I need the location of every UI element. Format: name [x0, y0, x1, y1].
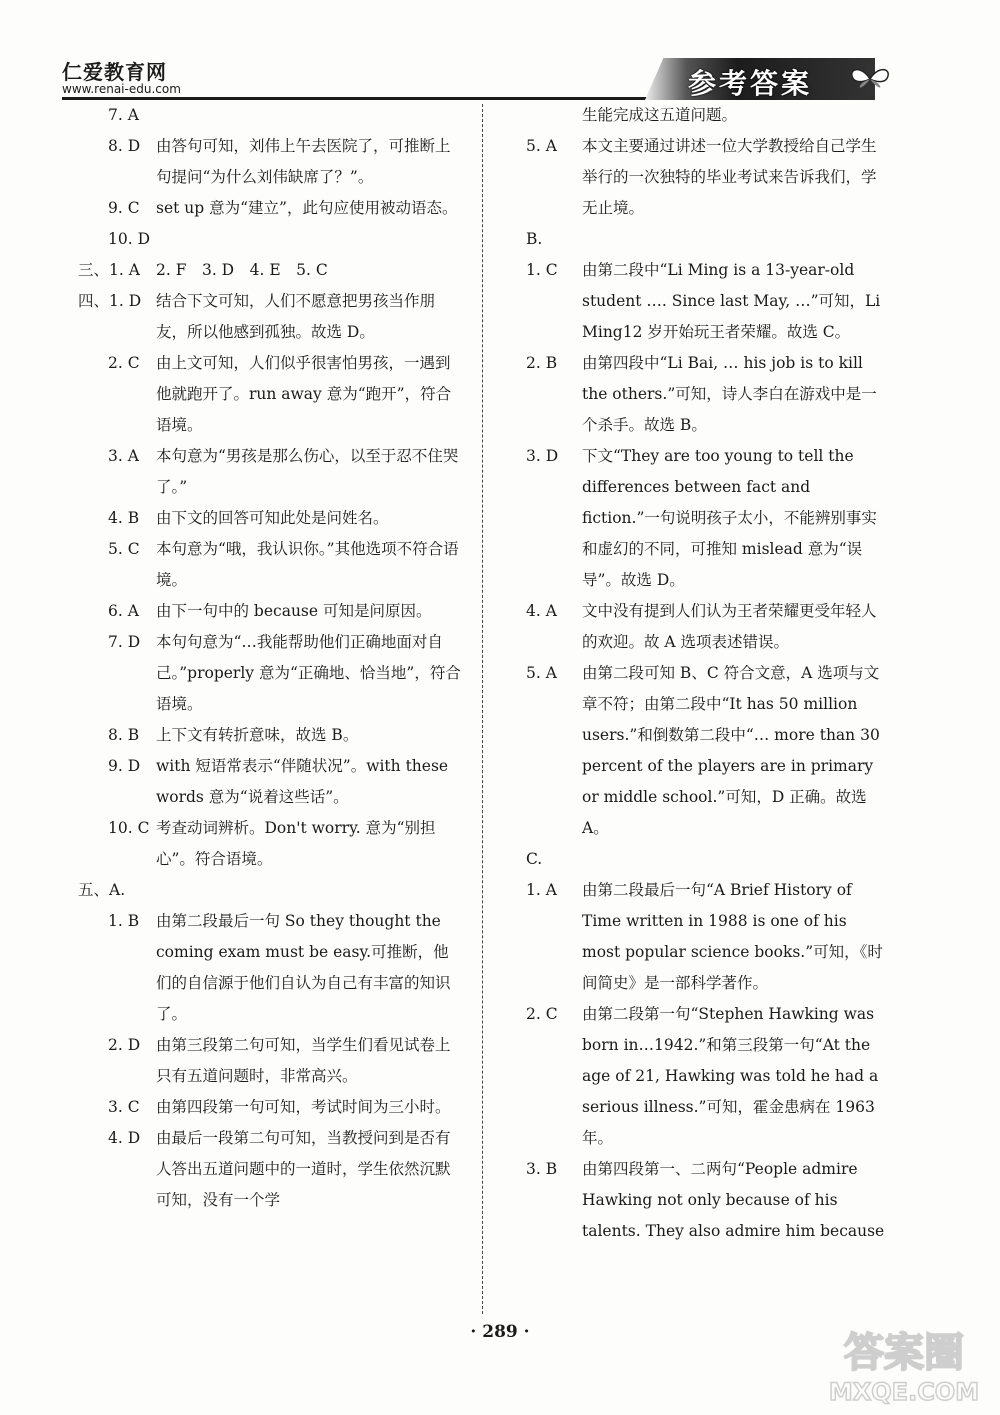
- answer-item: [78, 131, 463, 193]
- butterfly-icon: [848, 66, 892, 92]
- answer-explanation: [156, 875, 463, 906]
- answer-number: 五、A.: [78, 881, 126, 899]
- answer-item: [78, 1092, 463, 1123]
- answer-explanation: set up 意为“建立”，此句应使用被动语态。: [156, 199, 458, 217]
- answer-number: 2. C: [526, 1005, 558, 1023]
- answer-item: [78, 503, 463, 534]
- left-column: [78, 100, 463, 1216]
- answer-explanation: 由下文的回答可知此处是问姓名。: [156, 509, 389, 527]
- answer-item: [78, 1123, 463, 1216]
- watermark-top-text: 答案圈: [844, 1330, 964, 1376]
- answer-item: [78, 1030, 463, 1092]
- answer-item: [78, 813, 463, 875]
- answer-explanation: [156, 224, 463, 255]
- answer-explanation: 由第四段中“Li Bai, … his job is to kill the others.”可知，诗人李白在游戏中是一个杀手。故选 B。: [582, 354, 877, 434]
- answer-item: [510, 875, 885, 999]
- answer-number: 10. D: [108, 230, 151, 248]
- answer-explanation: 由下一句中的 because 可知是问原因。: [156, 602, 432, 620]
- answer-number: 3. A: [108, 447, 139, 465]
- answer-number: 5. C: [108, 540, 140, 558]
- watermark-logo: [818, 1318, 990, 1408]
- answer-number: 2. D: [108, 1036, 141, 1054]
- answer-number: 10. C: [108, 819, 150, 837]
- answer-number: 6. A: [108, 602, 139, 620]
- answer-number: 7. A: [108, 106, 139, 124]
- answer-explanation: 由第二段第一句“Stephen Hawking was born in…1942.”和第三段第一句“At the age of 21, Hawking was told he had a serious illness.”可知，霍金患病在 1963 年。: [582, 1005, 879, 1147]
- answer-item: [78, 751, 463, 813]
- answer-item: [78, 906, 463, 1030]
- answer-explanation: 本文主要通过讲述一位大学教授给自己学生举行的一次独特的毕业考试来告诉我们，学无止境。: [582, 137, 877, 217]
- answer-explanation: 2. F 3. D 4. E 5. C: [156, 261, 328, 279]
- answer-explanation: 由答句可知，刘伟上午去医院了，可推断上句提问“为什么刘伟缺席了？”。: [156, 137, 451, 186]
- answer-explanation: 由第二段中“Li Ming is a 13-year-old student …. Since last May, …”可知，Li Ming12 岁开始玩王者荣耀。故选 C。: [582, 261, 881, 341]
- answer-item: [510, 224, 885, 255]
- page-header: [0, 0, 1000, 100]
- answer-item: [78, 286, 463, 348]
- answer-explanation: 由第四段第一句可知，考试时间为三小时。: [156, 1098, 451, 1116]
- column-divider: [482, 104, 483, 1314]
- answer-item: [78, 596, 463, 627]
- page-number: · 289 ·: [470, 1322, 530, 1342]
- answer-number: 9. D: [108, 757, 141, 775]
- answer-explanation: [582, 844, 885, 875]
- answer-item: [78, 224, 463, 255]
- answer-item: [510, 596, 885, 658]
- answer-explanation: 由上文可知，人们似乎很害怕男孩，一遇到他就跑开了。run away 意为“跑开”，符合语境。: [156, 354, 452, 434]
- answer-number: 3. C: [108, 1098, 140, 1116]
- answer-number: 四、1. D: [78, 292, 142, 310]
- answer-explanation: 由第二段最后一句 So they thought the coming exam must be easy.可推断，他们的自信源于他们自认为自己有丰富的知识了。: [156, 912, 451, 1023]
- answer-explanation: 由第二段最后一句“A Brief History of Time written in 1988 is one of his most popular science books.”可知，《时间简史》是一部科学著作。: [582, 881, 883, 992]
- answer-explanation: 本句意为“男孩是那么伤心，以至于忍不住哭了。”: [156, 447, 459, 496]
- answer-number: 1. B: [108, 912, 140, 930]
- answer-item: [510, 255, 885, 348]
- answer-number: C.: [526, 850, 543, 868]
- answer-item: [78, 441, 463, 503]
- answer-number: 3. B: [526, 1160, 558, 1178]
- answer-item: [78, 100, 463, 131]
- site-url: www.renai-edu.com: [62, 82, 181, 96]
- answer-item: [78, 255, 463, 286]
- answer-item: [510, 348, 885, 441]
- answer-explanation: 文中没有提到人们认为王者荣耀更受年轻人的欢迎。故 A 选项表述错误。: [582, 602, 877, 651]
- answer-item: [510, 441, 885, 596]
- answer-explanation: 本句意为“哦，我认识你。”其他选项不符合语境。: [156, 540, 459, 589]
- answer-item: [78, 720, 463, 751]
- answer-explanation: 由第二段可知 B、C 符合文意，A 选项与文章不符；由第二段中“It has 50 million users.”和倒数第二段中“… more than 30 percent of the players are in primary or middle school.”可知，D 正确。故选 A。: [582, 664, 880, 837]
- answer-number: 1. A: [526, 881, 557, 899]
- answer-explanation: [156, 100, 463, 131]
- answer-item: [510, 844, 885, 875]
- answer-number: 2. B: [526, 354, 558, 372]
- answer-number: 9. C: [108, 199, 140, 217]
- answer-explanation: [582, 224, 885, 255]
- answer-explanation: 由第三段第二句可知，当学生们看见试卷上只有五道问题时，非常高兴。: [156, 1036, 451, 1085]
- watermark-bottom-text: MXQE.COM: [828, 1378, 980, 1406]
- answer-number: 4. D: [108, 1129, 141, 1147]
- answer-number: 4. A: [526, 602, 557, 620]
- answer-item: [78, 534, 463, 596]
- answer-explanation: 由最后一段第二句可知，当教授问到是否有人答出五道问题中的一道时，学生依然沉默可知，没有一个学: [156, 1129, 451, 1209]
- answer-number: 3. D: [526, 447, 559, 465]
- answer-item: [510, 1154, 885, 1247]
- section-banner-title: 参考答案: [687, 67, 812, 100]
- answer-item: [78, 348, 463, 441]
- answer-explanation: 上下文有转折意味，故选 B。: [156, 726, 359, 744]
- right-column: [510, 100, 885, 1247]
- answer-item: [78, 193, 463, 224]
- answer-explanation: 由第四段第一、二两句“People admire Hawking not only because of his talents. They also admire him because: [582, 1160, 885, 1240]
- answer-number: 8. B: [108, 726, 140, 744]
- answer-explanation: 生能完成这五道问题。: [582, 106, 738, 124]
- answer-number: 5. A: [526, 137, 557, 155]
- answer-number: 4. B: [108, 509, 140, 527]
- answer-explanation: 结合下文可知，人们不愿意把男孩当作朋友，所以他感到孤独。故选 D。: [156, 292, 436, 341]
- answer-number: 2. C: [108, 354, 140, 372]
- answer-explanation: 考查动词辨析。Don't worry. 意为“别担心”。符合语境。: [156, 819, 436, 868]
- answer-item: [510, 131, 885, 224]
- answer-item: [510, 658, 885, 844]
- answer-number: 8. D: [108, 137, 141, 155]
- answer-item: [510, 999, 885, 1154]
- answer-item: [510, 100, 885, 131]
- answer-number: 7. D: [108, 633, 141, 651]
- answer-number: 三、1. A: [78, 261, 140, 279]
- answer-number: 1. C: [526, 261, 558, 279]
- answer-explanation: 本句句意为“…我能帮助他们正确地面对自己。”properly 意为“正确地、恰当地”，符合语境。: [156, 633, 461, 713]
- site-name: 仁爱教育网: [62, 60, 167, 84]
- answer-number: 5. A: [526, 664, 557, 682]
- answer-explanation: with 短语常表示“伴随状况”。with these words 意为“说着这些话”。: [156, 757, 449, 806]
- answer-explanation: 下文“They are too young to tell the differences between fact and fiction.”一句说明孩子太小，不能辨别事实和虚幻的不同，可推知 mislead 意为“误导”。故选 D。: [582, 447, 877, 589]
- answer-item: [78, 875, 463, 906]
- answer-number: [510, 100, 582, 131]
- answer-number: B.: [526, 230, 543, 248]
- answer-item: [78, 627, 463, 720]
